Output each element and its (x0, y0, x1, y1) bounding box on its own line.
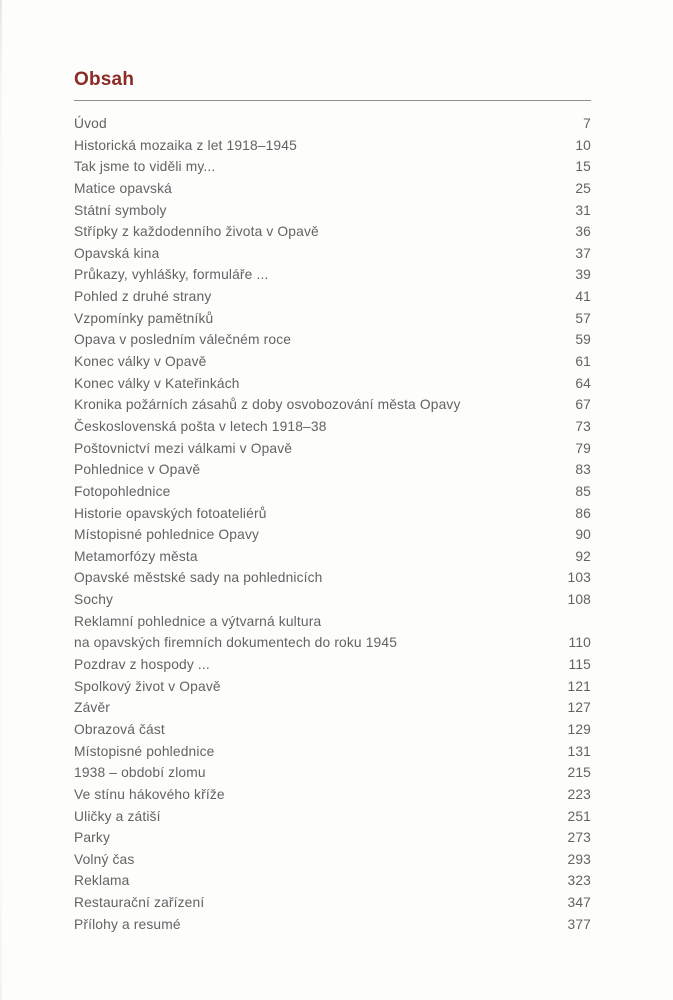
toc-entry-label: Konec války v Opavě (74, 354, 207, 370)
toc-entry-label: Metamorfózy města (74, 548, 198, 564)
toc-entry (74, 243, 591, 265)
toc-entry-label: Historie opavských fotoateliérů (74, 505, 267, 521)
page-title: Obsah (74, 69, 135, 90)
toc-entry-label: Matice opavská (74, 180, 172, 196)
toc-entry-page: 323 (567, 873, 591, 889)
toc-entry-page: 131 (567, 743, 591, 759)
toc-entry (74, 524, 591, 546)
toc-entry (74, 849, 591, 871)
toc-content (74, 69, 591, 935)
toc-entry-label: 1938 – období zlomu (74, 765, 206, 781)
toc-entry-label: Vzpomínky pamětníků (74, 310, 214, 326)
toc-entry-page: 79 (575, 440, 591, 456)
toc-entry (74, 784, 591, 806)
toc-entry (74, 481, 591, 503)
toc-entry-page: 61 (575, 354, 591, 370)
toc-entry (74, 373, 591, 395)
toc-entry-page: 7 (583, 116, 591, 131)
toc-entry-label: Pozdrav z hospody ... (74, 657, 210, 673)
toc-entry-label: Opavská kina (74, 245, 160, 261)
toc-entry-label: Konec války v Kateřinkách (74, 375, 240, 391)
toc-entry-label: Přílohy a resumé (74, 916, 181, 932)
toc-entry-page: 57 (575, 310, 591, 326)
toc-entry-page: 347 (567, 895, 591, 911)
toc-entry-label: Spolkový život v Opavě (74, 678, 221, 694)
toc-entry (74, 135, 591, 157)
toc-entry (74, 611, 591, 633)
toc-entry-page: 41 (575, 289, 591, 305)
toc-entry (74, 113, 591, 135)
toc-entry-page: 110 (568, 635, 591, 651)
toc-entry-page: 273 (567, 830, 591, 846)
toc-entry-label: Závěr (74, 700, 111, 716)
toc-entry (74, 741, 591, 763)
toc-entry-page: 103 (567, 570, 591, 586)
toc-entry-label: Opavské městské sady na pohlednicích (74, 570, 323, 586)
toc-entry-label: Fotopohlednice (74, 483, 171, 499)
toc-entry (74, 567, 591, 589)
toc-entry-page: 31 (575, 202, 591, 218)
toc-entry (74, 221, 591, 243)
toc-entry-page: 223 (567, 786, 591, 802)
toc-entry-label: Ve stínu hákového kříže (74, 786, 225, 802)
toc-entry (74, 308, 591, 330)
toc-entry-label: Úvod (74, 116, 107, 131)
toc-entry-label: Volný čas (74, 851, 135, 867)
toc-list (74, 113, 591, 935)
toc-entry-page: 83 (575, 462, 591, 478)
toc-entry-label: Místopisné pohlednice Opavy (74, 527, 260, 543)
toc-entry-label: Kronika požárních zásahů z doby osvobozování města Opavy (74, 397, 461, 413)
toc-entry-page: 37 (575, 245, 591, 261)
toc-entry-page: 59 (575, 332, 591, 348)
toc-entry (74, 827, 591, 849)
toc-entry (74, 503, 591, 525)
toc-entry (74, 914, 591, 936)
toc-entry (74, 697, 591, 719)
toc-entry-page: 67 (575, 397, 591, 413)
toc-entry (74, 416, 591, 438)
toc-entry (74, 762, 591, 784)
toc-entry-page: 293 (567, 851, 591, 867)
scan-edge-artifact (0, 0, 2, 1000)
toc-entry-page: 251 (567, 808, 591, 824)
toc-entry-label: Reklamní pohlednice a výtvarná kultura (74, 613, 322, 629)
toc-entry (74, 329, 591, 351)
toc-entry-page: 39 (575, 267, 591, 283)
toc-entry-label: Reklama (74, 873, 130, 889)
toc-entry-label: Pohled z druhé strany (74, 289, 212, 305)
toc-entry-page: 127 (567, 700, 591, 716)
toc-entry (74, 870, 591, 892)
toc-entry-page: 90 (575, 527, 591, 543)
toc-entry (74, 589, 591, 611)
toc-entry (74, 632, 591, 654)
toc-entry (74, 178, 591, 200)
toc-entry-page: 85 (575, 483, 591, 499)
toc-entry-page: 377 (567, 916, 591, 932)
toc-entry-page: 129 (567, 721, 591, 737)
toc-entry-label: Obrazová část (74, 721, 165, 737)
toc-entry-label: Tak jsme to viděli my... (74, 159, 216, 175)
toc-entry (74, 459, 591, 481)
toc-entry (74, 286, 591, 308)
toc-entry-label: Restaurační zařízení (74, 895, 205, 911)
toc-entry (74, 546, 591, 568)
toc-entry-label: Průkazy, vyhlášky, formuláře ... (74, 267, 269, 283)
toc-entry-page: 36 (575, 224, 591, 240)
toc-entry-page: 92 (575, 548, 591, 564)
toc-entry (74, 200, 591, 222)
toc-entry (74, 676, 591, 698)
toc-entry (74, 719, 591, 741)
toc-entry-label: Parky (74, 830, 111, 846)
toc-entry-page: 215 (567, 765, 591, 781)
toc-entry-label: Pohlednice v Opavě (74, 462, 201, 478)
toc-entry (74, 394, 591, 416)
toc-entry-label: Historická mozaika z let 1918–1945 (74, 137, 297, 153)
toc-entry (74, 806, 591, 828)
toc-entry (74, 892, 591, 914)
toc-entry (74, 654, 591, 676)
toc-entry-label: na opavských firemních dokumentech do roku 1945 (74, 635, 398, 651)
toc-entry-page: 15 (575, 159, 591, 175)
toc-entry (74, 438, 591, 460)
toc-entry-label: Střípky z každodenního života v Opavě (74, 224, 319, 240)
toc-entry-page: 73 (575, 418, 591, 434)
toc-entry-label: Místopisné pohlednice (74, 743, 215, 759)
toc-entry-label: Opava v posledním válečném roce (74, 332, 292, 348)
toc-entry-page: 10 (575, 137, 591, 153)
toc-entry-label: Uličky a zátiší (74, 808, 161, 824)
toc-entry (74, 351, 591, 373)
toc-entry-label: Státní symboly (74, 202, 167, 218)
toc-entry-label: Československá pošta v letech 1918–38 (74, 418, 327, 434)
toc-entry-page: 115 (568, 657, 591, 673)
toc-entry-page: 86 (575, 505, 591, 521)
toc-entry (74, 264, 591, 286)
toc-entry-page: 25 (575, 180, 591, 196)
toc-entry (74, 156, 591, 178)
toc-entry-label: Sochy (74, 592, 114, 608)
title-divider (74, 100, 591, 101)
toc-entry-page: 121 (567, 678, 591, 694)
toc-entry-label: Poštovnictví mezi válkami v Opavě (74, 440, 293, 456)
toc-entry-page: 64 (575, 375, 591, 391)
toc-entry-page: 108 (567, 592, 591, 608)
